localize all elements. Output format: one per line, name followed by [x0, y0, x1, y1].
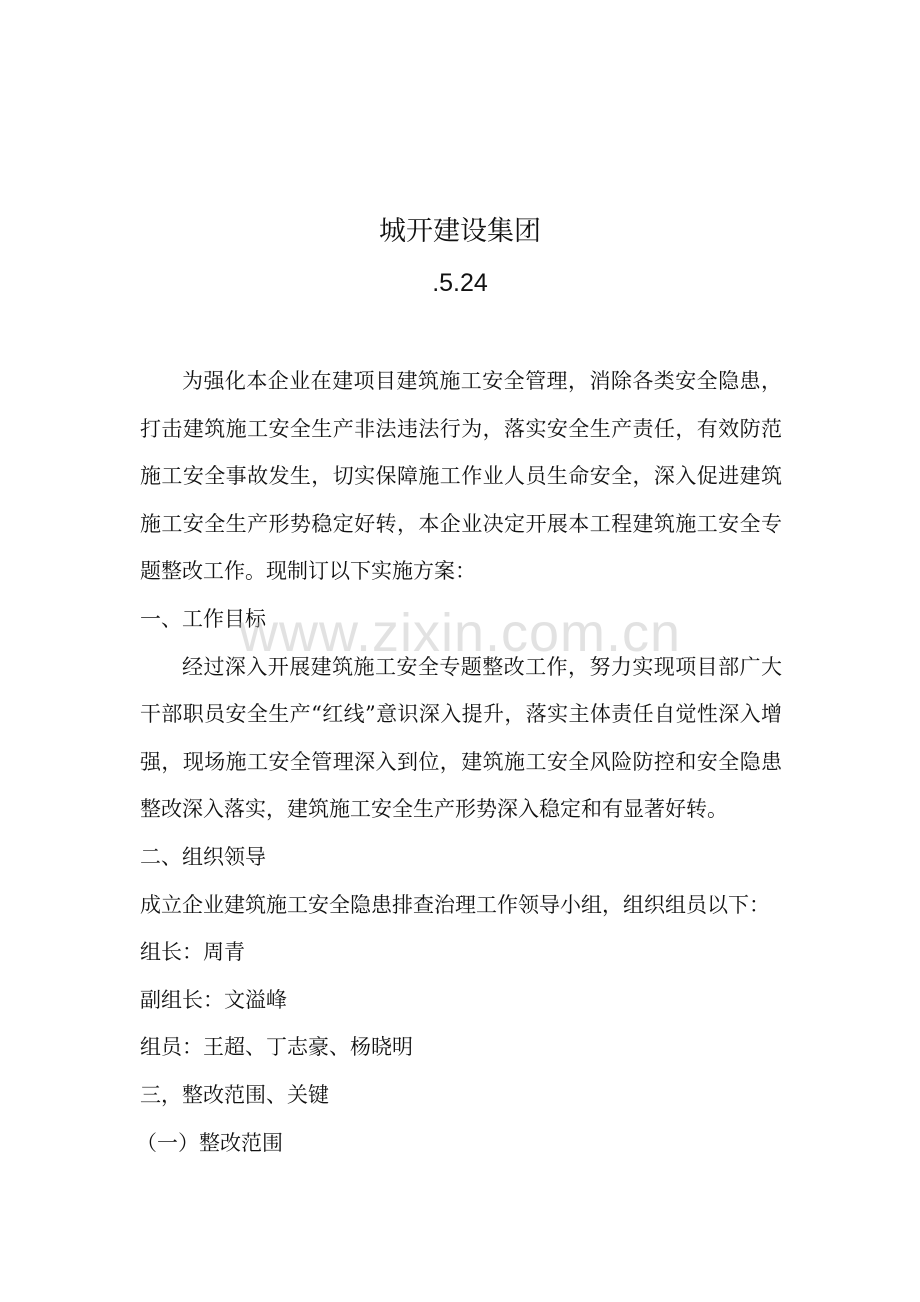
section-heading-organization: 二、组织领导	[140, 844, 266, 869]
leader-line: 组长：周青	[140, 940, 245, 965]
section-heading-scope: 三，整改范围、关键	[140, 1082, 329, 1107]
members-line: 组员：王超、丁志豪、杨晓明	[140, 1035, 413, 1060]
document-body	[136, 358, 782, 1167]
intro-paragraph: 为强化本企业在建项目建筑施工安全管理，消除各类安全隐患，打击建筑施工安全生产非法违法行为，落实安全生产责任，有效防范施工安全事故发生，切实保障施工作业人员生命安全，深入促进建筑施工安全生产形势稳定好转，本企业决定开展本工程建筑施工安全专题整改工作。现制订以下实施方案：	[140, 369, 782, 584]
section-heading-goals: 一、工作目标	[140, 606, 266, 631]
goals-paragraph: 经过深入开展建筑施工安全专题整改工作，努力实现项目部广大干部职员安全生产“红线”意识深入提升，落实主体责任自觉性深入增强，现场施工安全管理深入到位，建筑施工安全风险防控和安全隐患整改深入落实，建筑施工安全生产形势深入稳定和有显著好转。	[140, 654, 782, 822]
document-date: .5.24	[432, 269, 488, 297]
document-title: 城开建设集团	[379, 216, 541, 247]
subsection-heading-scope: （一）整改范围	[136, 1130, 283, 1155]
organization-paragraph: 成立企业建筑施工安全隐患排查治理工作领导小组，组织组员以下：	[140, 892, 770, 917]
watermark-text: www.zixin.com.cn	[238, 603, 682, 663]
deputy-leader-line: 副组长：文溢峰	[140, 987, 287, 1012]
